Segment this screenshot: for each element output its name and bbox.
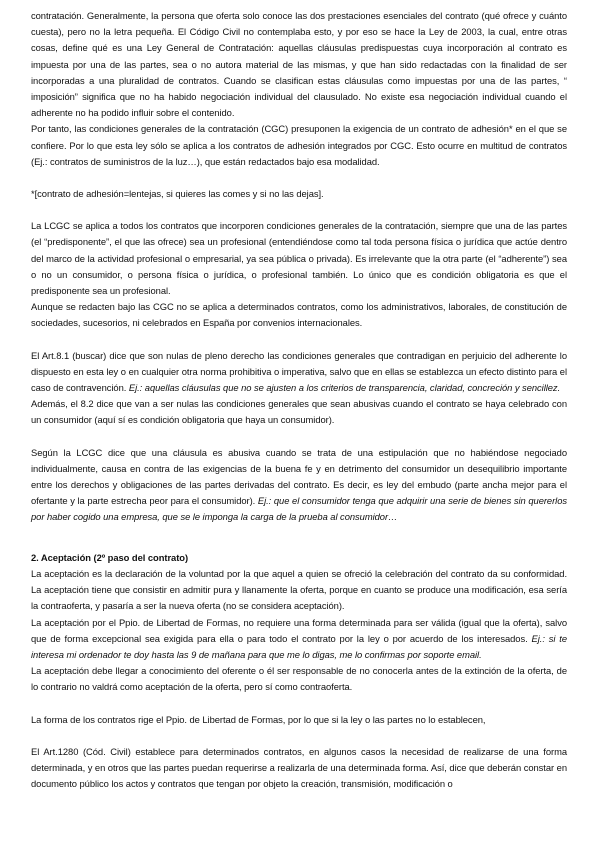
art-8-1-text: El Art.8.1 (buscar) dice que son nulas de pleno derecho las condiciones generales que contradigan en perjuicio del adherente lo dispuesto en esta ley o en cualquier otra norma prohibitiva o imperativa, salvo que en ellas se establezca un efecto distinto para el caso de contravención.	[31, 349, 567, 394]
paragraph-cgc-definition: contratación. Generalmente, la persona que oferta solo conoce las dos prestaciones esenciales del contrato (qué ofrece y cuánto cuesta), pero no la letra pequeña. El Código Civil no contemplaba esto, y por eso se hace la Ley de 2003, la cual, entre otras cosas, define qué es una Ley General de Contratación: aquellas cláusulas predispuestas cuya incorporación al contrato es impuesta por una de las partes, sea o no autora material de las mismas, y que han sido redactadas con la finalidad de ser incorporadas a una pluralidad de contratos. Cuando se clasifican estas cláusulas como impuestas por una de las partes, “ imposición” significa que no ha habido negociación individual del clausulado. No existe esa negociación individual cuando el adherente no ha podido influir sobre el contenido.	[31, 10, 567, 119]
footnote-adhesion: *[contrato de adhesión=lentejas, si quieres las comes y si no las dejas].	[31, 188, 324, 200]
paragraph-aceptacion-definicion: La aceptación es la declaración de la voluntad por la que aquel a quien se ofreció la celebración del contrato da su conformidad. La aceptación tiene que consistir en admitir pura y llanamente la oferta, porque en cuanto se produce una modificación, esa sería la contraoferta, y pasaría a ser la nueva oferta (no se considera aceptación).	[31, 567, 567, 612]
art-8-1-example: Ej.: aquellas cláusulas que no se ajusten a los criterios de transparencia, claridad, concreción y sencillez.	[128, 382, 561, 394]
section-heading-aceptacion: 2. Aceptación (2º paso del contrato)	[31, 551, 189, 563]
clausula-abusiva-text: Según la LCGC dice que una cláusula es abusiva cuando se trata de una estipulación que no habiéndose negociado individualmente, causa en contra de las exigencias de la buena fe y en detrimento del consumidor un desequilibrio importante entre los derechos y obligaciones de las partes derivadas del contrato. Es decir, es ley del embudo (parte ancha mejor para el ofertante y la parte estrecha peor para el consumidor).	[31, 446, 567, 507]
paragraph-conocimiento-oferente: La aceptación debe llegar a conocimiento del oferente o él ser responsable de no conocerla antes de la extinción de la oferta, de lo contrario no valdrá como aceptación de la oferta, pero sí como contraoferta.	[31, 665, 567, 693]
paragraph-exclusiones: Aunque se redacten bajo las CGC no se aplica a determinados contratos, como los administrativos, laborales, de constitución de sociedades, sucesorios, ni celebrados en España por convenios internacionales.	[31, 301, 567, 329]
paragraph-art-1280: El Art.1280 (Cód. Civil) establece para determinados contratos, en algunos casos la necesidad de realizarse de una forma determinada, y en otros que las partes puedan requerirse a realizarla de una determinada forma. Así, dice que deberán constar en documento público los actos y contratos que tengan por objeto la creación, transmisión, modificación o	[31, 745, 567, 790]
paragraph-libertad-formas	[31, 615, 567, 664]
libertad-formas-text: La aceptación por el Ppio. de Libertad de Formas, no requiere una forma determinada para ser válida (igual que la oferta), salvo que de forma excepcional sea exigida para ella o para todo el contrato por la ley o por acuerdo de los interesados.	[31, 616, 567, 644]
paragraph-lcgc-ambito: La LCGC se aplica a todos los contratos que incorporen condiciones generales de la contratación, siempre que una de las partes (el “predisponente”, el que las ofrece) sea un profesional (entendiéndose como tal toda persona física o jurídica que actúe dentro del marco de la actividad profesional o empresarial, ya sea pública o privada). Es irrelevante que la otra parte (el “adherente”) sea o no un consumidor, o persona física o jurídica, o profesional también. Lo único que es condición obligatoria es que el predisponente sea un profesional.	[31, 220, 567, 297]
paragraph-art-8-2: Además, el 8.2 dice que van a ser nulas las condiciones generales que sean abusivas cuando el contrato se haya celebrado con un consumidor (aquí sí es condición obligatoria que haya un consumidor).	[31, 398, 567, 426]
libertad-formas-example: Ej.: si te interesa mi ordenador te doy hasta las 9 de mañana para que me lo digas, me lo confirmas por soporte email.	[31, 632, 568, 660]
clausula-abusiva-example: Ej.: que el consumidor tenga que adquirir una serie de bienes sin quererlos por haber cogido una empresa, que se le imponga la carga de la prueba al consumidor…	[31, 495, 568, 523]
paragraph-clausula-abusiva	[31, 445, 567, 526]
paragraph-art-8-1	[31, 348, 567, 397]
paragraph-forma-contratos: La forma de los contratos rige el Ppio. de Libertad de Formas, por lo que si la ley o las partes no lo establecen,	[31, 713, 486, 725]
paragraph-contrato-adhesion: Por tanto, las condiciones generales de la contratación (CGC) presuponen la exigencia de un contrato de adhesión* en el que se confiere. Por lo que esta ley sólo se aplica a los contratos de adhesión integrados por CGC. Esto ocurre en multitud de contratos (Ej.: contratos de suministros de la luz…), que están redactados bajo esa modalidad.	[31, 123, 567, 167]
